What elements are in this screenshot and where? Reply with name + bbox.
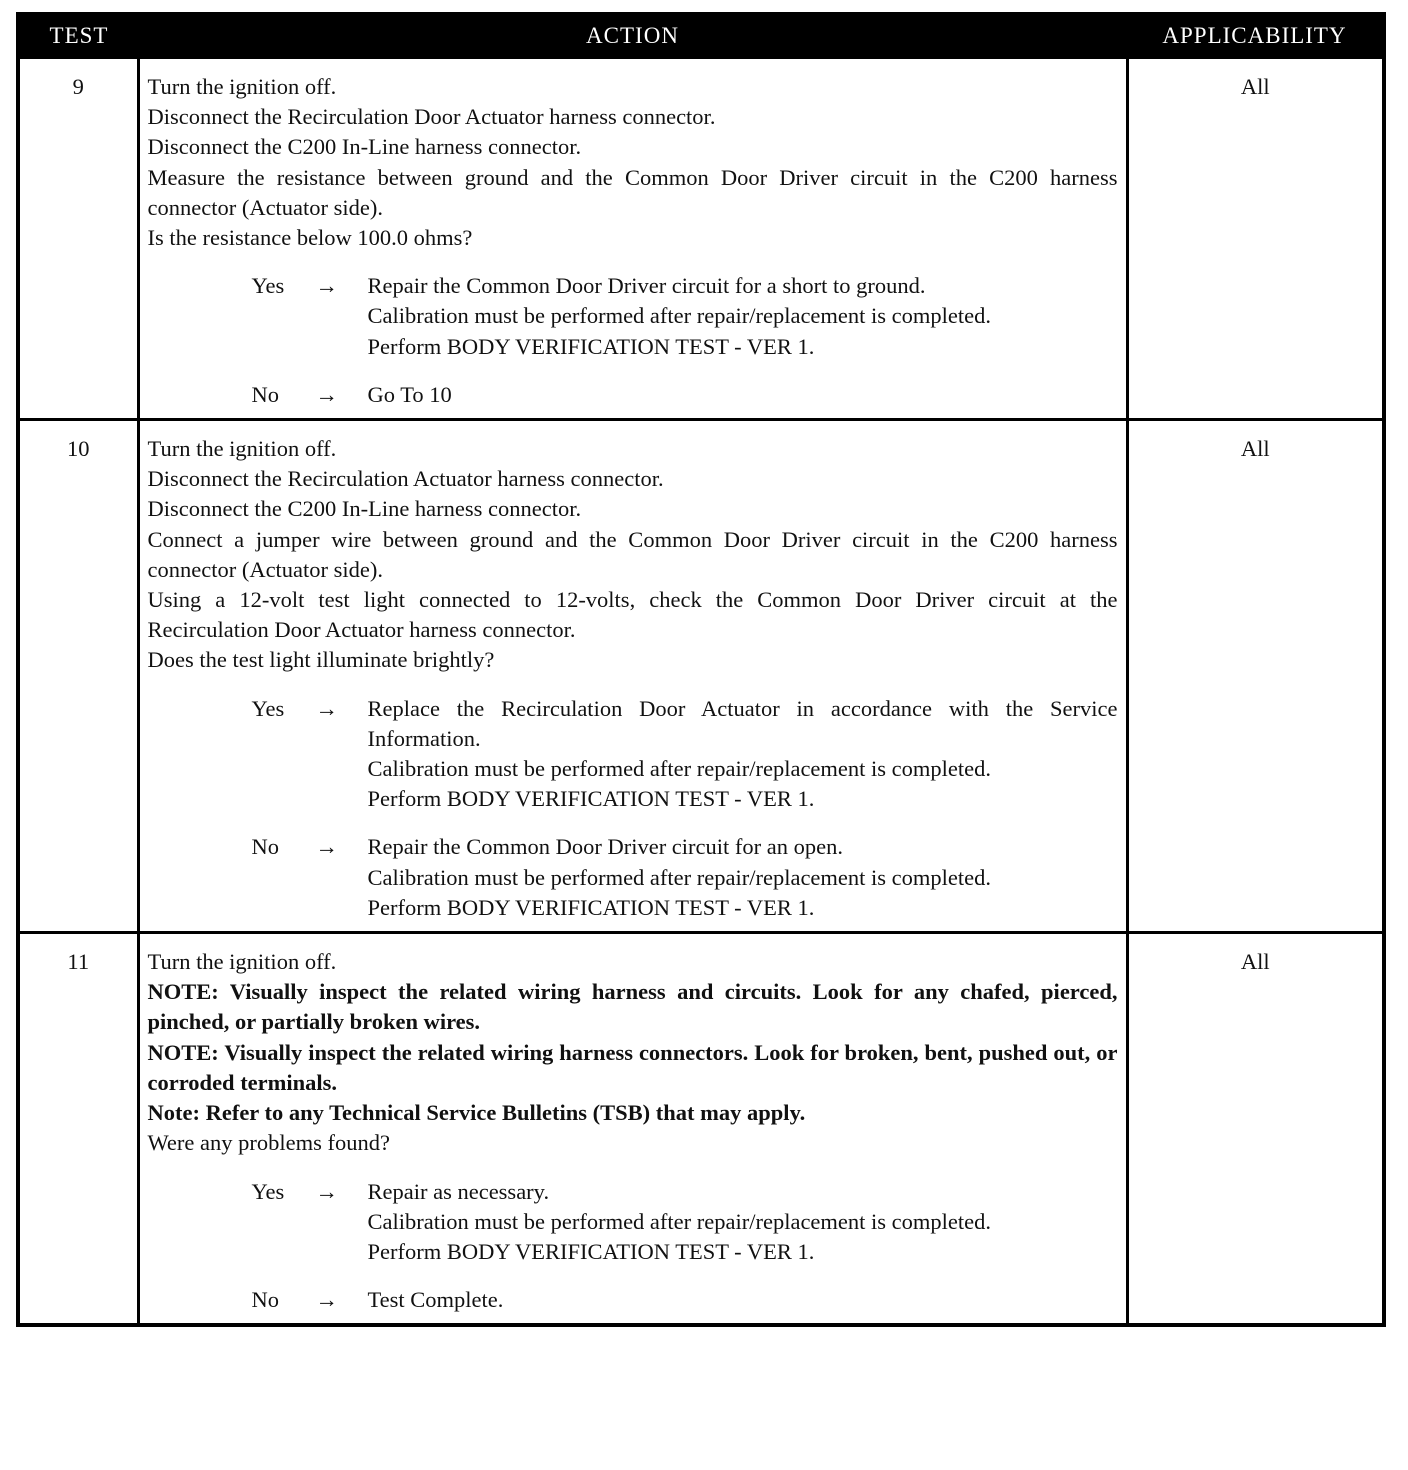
answer-line: Go To 10: [367, 381, 452, 407]
table-row: [18, 420, 1384, 933]
step-text: Turn the ignition off.: [147, 949, 337, 975]
step-text: Connect a jumper wire between ground and the Common Door Driver circuit in the C200 harness connector (Actuator side).: [147, 526, 1118, 582]
answer-line: Calibration must be performed after repair/replacement is completed.: [367, 864, 991, 890]
answer-label: Yes: [251, 1178, 285, 1204]
answer-line: Repair the Common Door Driver circuit for an open.: [367, 834, 843, 860]
answer-no: [148, 1285, 1118, 1315]
arrow-right-icon: →: [315, 381, 338, 407]
table-header-row: [18, 14, 1384, 58]
header-test: TEST: [18, 14, 138, 58]
answers: [148, 1177, 1118, 1316]
answers: [148, 694, 1118, 923]
answer-yes: [148, 694, 1118, 815]
table-row: [18, 58, 1384, 420]
test-number: 10: [18, 420, 138, 933]
test-number: 9: [18, 58, 138, 420]
answer-line: Calibration must be performed after repair/replacement is completed.: [367, 1208, 991, 1234]
answer-yes: [148, 271, 1118, 362]
answer-no: [148, 380, 1118, 410]
arrow-right-icon: →: [315, 1287, 338, 1313]
answer-no: [148, 832, 1118, 923]
answer-line: Calibration must be performed after repair/replacement is completed.: [367, 303, 991, 329]
table-row: [18, 933, 1384, 1326]
header-applicability: APPLICABILITY: [1127, 14, 1384, 58]
step-text: Disconnect the C200 In-Line harness connector.: [147, 496, 582, 522]
answer-line: Repair as necessary.: [367, 1178, 550, 1204]
applicability-value: All: [1127, 58, 1384, 420]
answer-line: Repair the Common Door Driver circuit for a short to ground.: [367, 273, 926, 299]
test-number: 11: [18, 933, 138, 1326]
diagnostic-test-table: [16, 12, 1386, 1327]
step-text: Using a 12-volt test light connected to 12-volts, check the Common Door Driver circuit at the Recirculation Door Actuator harness connector.: [147, 587, 1118, 643]
answer-label: No: [251, 834, 279, 860]
answer-body: [368, 832, 1118, 923]
answer-label: Yes: [251, 273, 285, 299]
action-cell: [138, 420, 1127, 933]
answer-body: [368, 271, 1118, 362]
action-cell: [138, 933, 1127, 1326]
answer-line: Calibration must be performed after repair/replacement is completed.: [367, 756, 991, 782]
step-text: Were any problems found?: [147, 1130, 390, 1156]
step-text: Does the test light illuminate brightly?: [147, 647, 495, 673]
answer-body: [368, 694, 1118, 815]
applicability-value: All: [1127, 420, 1384, 933]
answer-body: [368, 1177, 1118, 1268]
answer-body: [368, 380, 1118, 410]
note-text: NOTE: Visually inspect the related wiring harness connectors. Look for broken, bent, pushed out, or corroded terminals.: [147, 1039, 1118, 1095]
answer-line: Perform BODY VERIFICATION TEST - VER 1.: [367, 333, 815, 359]
answer-body: [368, 1285, 1118, 1315]
applicability-value: All: [1127, 933, 1384, 1326]
answer-line: Perform BODY VERIFICATION TEST - VER 1.: [367, 1238, 815, 1264]
step-text: Disconnect the C200 In-Line harness connector.: [147, 134, 582, 160]
step-text: Turn the ignition off.: [147, 74, 337, 99]
answers: [148, 271, 1118, 410]
note-text: Note: Refer to any Technical Service Bulletins (TSB) that may apply.: [147, 1100, 806, 1126]
answer-label: No: [251, 381, 279, 407]
arrow-right-icon: →: [315, 695, 338, 721]
step-text: Disconnect the Recirculation Door Actuator harness connector.: [147, 104, 716, 130]
answer-line: Perform BODY VERIFICATION TEST - VER 1.: [367, 894, 815, 920]
action-cell: [138, 58, 1127, 420]
answer-line: Test Complete.: [367, 1287, 504, 1313]
answer-line: Replace the Recirculation Door Actuator in accordance with the Service Information.: [367, 695, 1118, 751]
step-text: Disconnect the Recirculation Actuator harness connector.: [147, 466, 664, 492]
diagnostic-test-table-page: [16, 12, 1382, 1327]
step-text: Measure the resistance between ground and the Common Door Driver circuit in the C200 harness connector (Actuator side).: [147, 164, 1118, 220]
header-action: ACTION: [138, 14, 1127, 58]
arrow-right-icon: →: [315, 1178, 338, 1204]
answer-label: Yes: [251, 695, 285, 721]
answer-label: No: [251, 1287, 279, 1313]
answer-yes: [148, 1177, 1118, 1268]
arrow-right-icon: →: [315, 834, 338, 860]
step-text: Is the resistance below 100.0 ohms?: [147, 225, 473, 251]
note-text: NOTE: Visually inspect the related wiring harness and circuits. Look for any chafed, pierced, pinched, or partially broken wires.: [147, 979, 1118, 1035]
step-text: Turn the ignition off.: [147, 436, 337, 462]
arrow-right-icon: →: [315, 273, 338, 299]
answer-line: Perform BODY VERIFICATION TEST - VER 1.: [367, 786, 815, 812]
